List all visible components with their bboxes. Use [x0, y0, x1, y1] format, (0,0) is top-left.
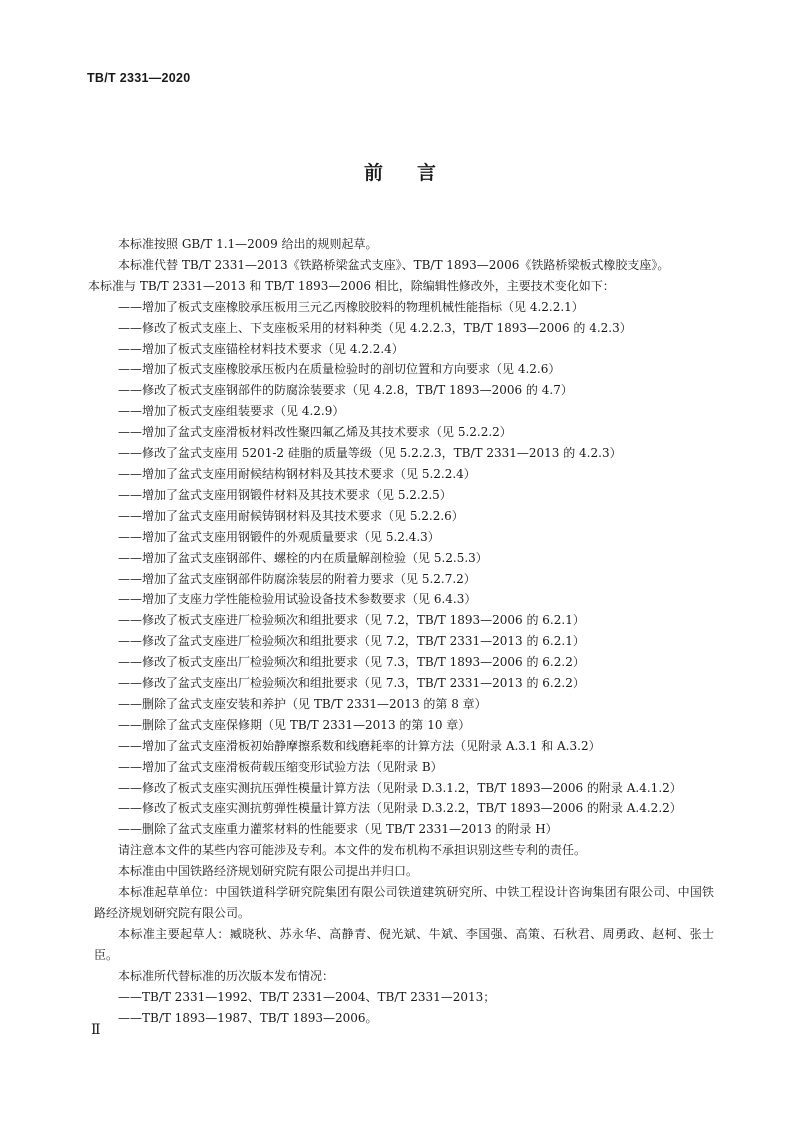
- history-title: 本标准所代替标准的历次版本发布情况：: [118, 968, 335, 983]
- change-item: ——增加了盆式支座用钢锻件的外观质量要求（见 5.2.4.3）: [118, 529, 440, 544]
- drafting-units: 本标准起草单位：中国铁道科学研究院集团有限公司铁道建筑研究所、中铁工程设计咨询集团有限公司、中国铁路经济规划研究院有限公司。: [94, 885, 714, 920]
- change-item: ——修改了板式支座实测抗剪弹性模量计算方法（见附录 D.3.2.2，TB/T 1893—2006 的附录 A.4.2.2）: [118, 801, 682, 816]
- patent-note: 请注意本文件的某些内容可能涉及专利。本文件的发布机构不承担识别这些专利的责任。: [118, 843, 587, 858]
- change-item: ——修改了板式支座实测抗压弹性模量计算方法（见附录 D.3.1.2，TB/T 1893—2006 的附录 A.4.1.2）: [118, 780, 682, 795]
- change-item: ——增加了支座力学性能检验用试验设备技术参数要求（见 6.4.3）: [118, 592, 477, 607]
- drafters: 本标准主要起草人：臧晓秋、苏永华、高静青、倪光斌、牛斌、李国强、高策、石秋君、周勇政、赵柯、张士臣。: [94, 926, 714, 962]
- change-item: ——修改了盆式支座用 5201-2 硅脂的质量等级（见 5.2.2.3，TB/T 2331—2013 的 4.2.3）: [118, 446, 622, 461]
- change-item: ——增加了盆式支座滑板材料改性聚四氟乙烯及其技术要求（见 5.2.2.2）: [118, 425, 512, 440]
- intro-line-1: 本标准按照 GB/T 1.1—2009 给出的规则起草。: [118, 237, 378, 251]
- change-item: ——增加了盆式支座钢部件防腐涂装层的附着力要求（见 5.2.7.2）: [118, 571, 476, 586]
- change-item: ——增加了盆式支座滑板初始静摩擦系数和线磨耗率的计算方法（见附录 A.3.1 和 A.3.2）: [118, 738, 601, 753]
- intro-line-2: 本标准代替 TB/T 2331—2013《铁路桥梁盆式支座》、TB/T 1893—2006《铁路桥梁板式橡胶支座》。: [118, 257, 670, 272]
- change-item: ——删除了盆式支座重力灌浆材料的性能要求（见 TB/T 2331—2013 的附录 H）: [118, 822, 558, 837]
- change-item: ——增加了板式支座橡胶承压板内在质量检验时的剖切位置和方向要求（见 4.2.6）: [118, 362, 561, 377]
- change-item: ——增加了盆式支座用耐候结构钢材料及其技术要求（见 5.2.2.4）: [118, 466, 476, 481]
- change-item: ——增加了板式支座组装要求（见 4.2.9）: [118, 404, 345, 419]
- change-item: ——增加了盆式支座用钢锻件材料及其技术要求（见 5.2.2.5）: [118, 487, 452, 502]
- change-item: ——修改了板式支座进厂检验频次和组批要求（见 7.2，TB/T 1893—2006 的 6.2.1）: [118, 613, 585, 628]
- intro-line-3: 本标准与 TB/T 2331—2013 和 TB/T 1893—2006 相比，除编辑性修改外，主要技术变化如下：: [88, 278, 615, 293]
- change-item: ——修改了板式支座出厂检验频次和组批要求（见 7.3，TB/T 1893—2006 的 6.2.2）: [118, 655, 585, 670]
- history-item: ——TB/T 1893—1987、TB/T 1893—2006。: [118, 1010, 378, 1025]
- change-item: ——增加了板式支座锚栓材料技术要求（见 4.2.2.4）: [118, 341, 404, 356]
- change-item: ——修改了盆式支座出厂检验频次和组批要求（见 7.3，TB/T 2331—2013 的 6.2.2）: [118, 676, 585, 691]
- change-item: ——增加了盆式支座滑板荷载压缩变形试验方法（见附录 B）: [118, 759, 443, 774]
- change-item: ——修改了板式支座上、下支座板采用的材料种类（见 4.2.2.3，TB/T 1893—2006 的 4.2.3）: [118, 320, 632, 335]
- change-item: ——删除了盆式支座安装和养护（见 TB/T 2331—2013 的第 8 章）: [118, 696, 487, 711]
- page-number: Ⅱ: [91, 1022, 101, 1038]
- history-item: ——TB/T 2331—1992、TB/T 2331—2004、TB/T 2331—2013；: [118, 989, 496, 1004]
- foreword-body: [88, 234, 714, 1028]
- standard-number-header: TB/T 2331—2020: [87, 71, 191, 85]
- change-item: ——修改了盆式支座进厂检验频次和组批要求（见 7.2，TB/T 2331—2013 的 6.2.1）: [118, 634, 585, 649]
- proposer-note: 本标准由中国铁路经济规划研究院有限公司提出并归口。: [118, 864, 419, 879]
- change-item: ——增加了盆式支座用耐候铸钢材料及其技术要求（见 5.2.2.6）: [118, 508, 464, 523]
- change-item: ——增加了盆式支座钢部件、螺栓的内在质量解剖检验（见 5.2.5.3）: [118, 550, 488, 565]
- page-title: 前言: [363, 162, 470, 184]
- change-item: ——删除了盆式支座保修期（见 TB/T 2331—2013 的第 10 章）: [118, 717, 471, 732]
- change-item: ——修改了板式支座钢部件的防腐涂装要求（见 4.2.8，TB/T 1893—2006 的 4.7）: [118, 383, 573, 398]
- change-item: ——增加了板式支座橡胶承压板用三元乙丙橡胶胶料的物理机械性能指标（见 4.2.2.1）: [118, 299, 584, 314]
